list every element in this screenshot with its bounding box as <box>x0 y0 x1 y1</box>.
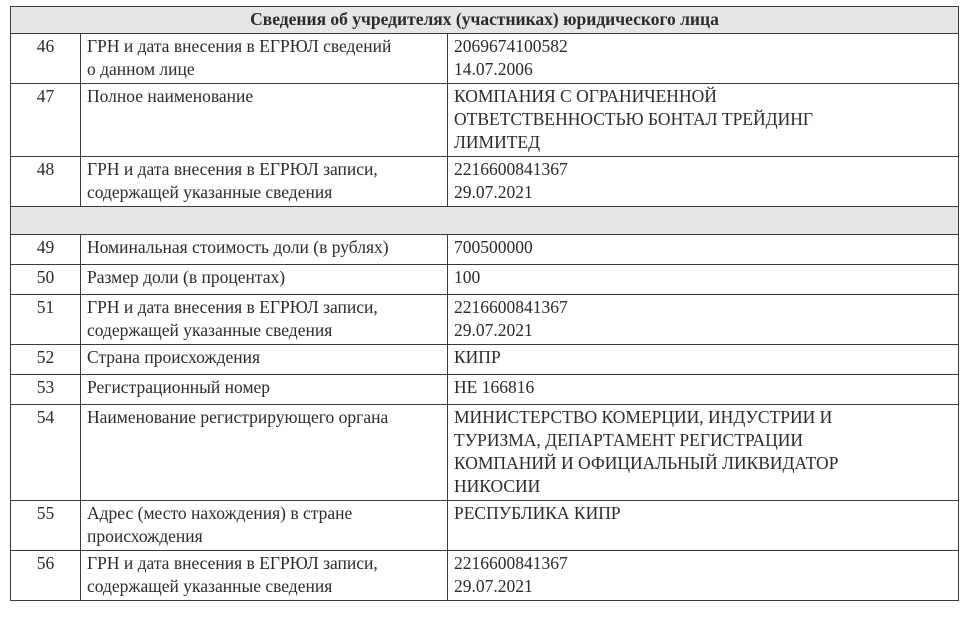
field-value <box>448 157 959 207</box>
field-name-line: Наименование регистрирующего органа <box>87 407 389 427</box>
field-value-line: 2216600841367 <box>454 159 568 179</box>
field-value-line: НЕ 166816 <box>454 377 535 397</box>
table-row <box>11 235 959 265</box>
row-number: 47 <box>11 84 81 157</box>
field-name <box>81 157 448 207</box>
row-number: 54 <box>11 405 81 501</box>
field-name <box>81 265 448 295</box>
field-name <box>81 551 448 601</box>
field-name-line: Страна происхождения <box>87 347 261 367</box>
spacer-row <box>11 207 959 235</box>
field-name-line: ГРН и дата внесения в ЕГРЮЛ записи, <box>87 297 378 317</box>
row-number: 49 <box>11 235 81 265</box>
field-name-line: Регистрационный номер <box>87 377 271 397</box>
field-name-line: Адрес (место нахождения) в стране <box>87 503 353 523</box>
field-value-line: 2069674100582 <box>454 36 568 56</box>
founders-table <box>10 6 959 601</box>
field-name-line: содержащей указанные сведения <box>87 182 333 202</box>
field-value-line: 29.07.2021 <box>454 576 533 596</box>
table-row <box>11 34 959 84</box>
field-name-line: о данном лице <box>87 59 195 79</box>
field-value-line: 2216600841367 <box>454 297 568 317</box>
field-value <box>448 295 959 345</box>
table-row <box>11 295 959 345</box>
field-name-line: Полное наименование <box>87 86 254 106</box>
field-value <box>448 405 959 501</box>
field-name-line: ГРН и дата внесения в ЕГРЮЛ записи, <box>87 159 378 179</box>
field-name <box>81 84 448 157</box>
field-name-line: ГРН и дата внесения в ЕГРЮЛ записи, <box>87 553 378 573</box>
field-name-line: Номинальная стоимость доли (в рублях) <box>87 237 389 257</box>
field-value <box>448 265 959 295</box>
field-name-line: содержащей указанные сведения <box>87 320 333 340</box>
field-value-line: ОТВЕТСТВЕННОСТЬЮ БОНТАЛ ТРЕЙДИНГ <box>454 109 813 129</box>
field-value-line: ТУРИЗМА, ДЕПАРТАМЕНТ РЕГИСТРАЦИИ <box>454 430 804 450</box>
field-value-line: 14.07.2006 <box>454 59 533 79</box>
row-number: 48 <box>11 157 81 207</box>
table-row <box>11 265 959 295</box>
row-number: 56 <box>11 551 81 601</box>
field-value-line: 2216600841367 <box>454 553 568 573</box>
field-value-line: 700500000 <box>454 237 533 257</box>
field-value <box>448 235 959 265</box>
table-row <box>11 375 959 405</box>
field-name-line: Размер доли (в процентах) <box>87 267 286 287</box>
field-name-line: содержащей указанные сведения <box>87 576 333 596</box>
table-row <box>11 501 959 551</box>
field-value-line: КОМПАНИЯ С ОГРАНИЧЕННОЙ <box>454 86 717 106</box>
field-value-line: ЛИМИТЕД <box>454 132 541 152</box>
field-value-line: КОМПАНИЙ И ОФИЦИАЛЬНЫЙ ЛИКВИДАТОР <box>454 453 839 473</box>
table-row <box>11 405 959 501</box>
field-name-line: происхождения <box>87 526 203 546</box>
section-header-row <box>11 7 959 34</box>
row-number: 46 <box>11 34 81 84</box>
field-value-line: 29.07.2021 <box>454 320 533 340</box>
row-number: 55 <box>11 501 81 551</box>
field-name <box>81 501 448 551</box>
field-value-line: РЕСПУБЛИКА КИПР <box>454 503 621 523</box>
field-value <box>448 551 959 601</box>
field-name <box>81 295 448 345</box>
section-title: Сведения об учредителях (участниках) юридического лица <box>11 7 959 34</box>
field-value <box>448 501 959 551</box>
row-number: 53 <box>11 375 81 405</box>
field-value-line: НИКОСИИ <box>454 476 541 496</box>
table-row <box>11 157 959 207</box>
table-row <box>11 551 959 601</box>
field-value-line: 100 <box>454 267 481 287</box>
field-value <box>448 345 959 375</box>
field-name <box>81 405 448 501</box>
field-value-line: КИПР <box>454 347 501 367</box>
table-row <box>11 345 959 375</box>
table-row <box>11 84 959 157</box>
field-value <box>448 375 959 405</box>
spacer-cell <box>11 207 959 235</box>
row-number: 51 <box>11 295 81 345</box>
row-number: 50 <box>11 265 81 295</box>
field-value-line: 29.07.2021 <box>454 182 533 202</box>
field-name <box>81 345 448 375</box>
table-body <box>11 34 959 601</box>
field-name <box>81 235 448 265</box>
row-number: 52 <box>11 345 81 375</box>
field-value-line: МИНИСТЕРСТВО КОМЕРЦИИ, ИНДУСТРИИ И <box>454 407 833 427</box>
field-name-line: ГРН и дата внесения в ЕГРЮЛ сведений <box>87 36 392 56</box>
field-value <box>448 84 959 157</box>
field-value <box>448 34 959 84</box>
field-name <box>81 375 448 405</box>
field-name <box>81 34 448 84</box>
